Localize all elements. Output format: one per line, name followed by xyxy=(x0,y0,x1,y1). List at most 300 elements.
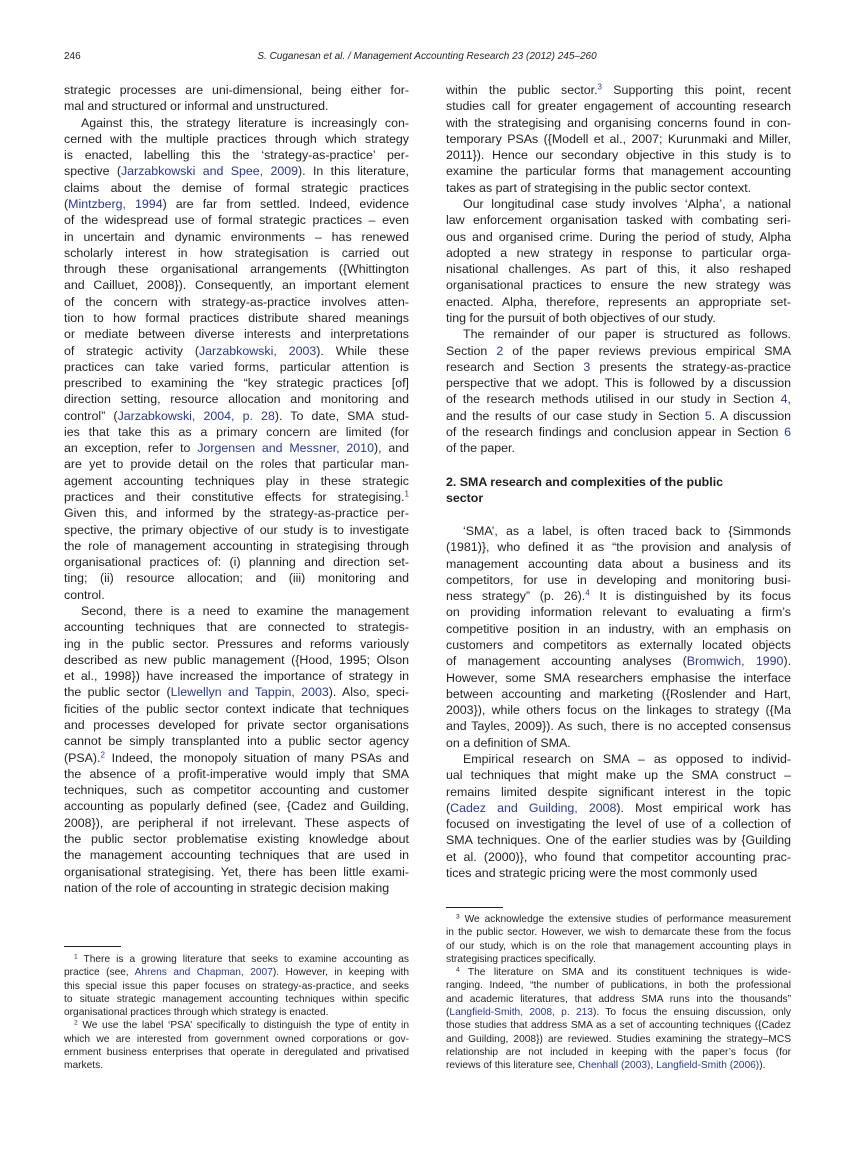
text-line xyxy=(446,670,791,686)
footnote-divider xyxy=(446,907,503,908)
text-run: is enacted, labelling this the ‘strategy-as-practice’ per- xyxy=(64,148,409,163)
text-line xyxy=(64,636,409,652)
text-line xyxy=(446,621,791,637)
citation-link[interactable]: 5 xyxy=(704,408,712,423)
text-run: of the widespread use of formal strategic practices – even xyxy=(64,213,409,228)
text-line xyxy=(64,684,409,700)
text-run: are yet to provide detail on the roles that particular man- xyxy=(64,457,409,472)
text-line xyxy=(446,115,791,131)
text-run: SMA techniques. One of the earlier studies was by {Guilding xyxy=(446,833,791,848)
text-run: examine the particular forms that management accounting xyxy=(446,164,791,179)
text-run: . A discussion xyxy=(711,408,791,423)
text-run: or mediate between diverse interests and interpretations xyxy=(64,327,409,342)
text-run: competitors, for use in developing and monitoring busi- xyxy=(446,572,791,587)
section-heading xyxy=(446,474,791,507)
text-line xyxy=(64,245,409,261)
text-line xyxy=(446,718,791,734)
text-run: of strategic activity ( xyxy=(64,343,199,358)
text-run: of management accounting analyses ( xyxy=(446,654,687,669)
text-run: on a definition of SMA. xyxy=(446,735,571,750)
text-run: However, some SMA researchers emphasise the interface xyxy=(446,670,791,685)
text-line xyxy=(64,522,409,538)
text-line xyxy=(64,229,409,245)
text-line xyxy=(64,1019,409,1032)
text-run: Given this, and informed by the strategy-as-practice per- xyxy=(64,506,409,521)
text-line xyxy=(446,1059,791,1072)
text-run: tion to how formal practices distribute shared meanings xyxy=(64,310,409,325)
text-run: ). xyxy=(759,1060,766,1072)
text-line xyxy=(446,1019,791,1032)
text-run: The remainder of our paper is structured as follows. xyxy=(463,327,791,342)
text-line xyxy=(446,310,791,326)
text-line xyxy=(446,523,791,539)
text-run: the public sector problematise existing knowledge about xyxy=(64,831,409,846)
text-line xyxy=(64,733,409,749)
text-run: ). To date, SMA stud- xyxy=(274,408,409,423)
text-line xyxy=(446,926,791,939)
text-run: direction setting, resource allocation and monitoring and xyxy=(64,392,409,407)
text-run: Empirical research on SMA – as opposed to individ- xyxy=(463,751,791,766)
text-line xyxy=(64,98,409,114)
text-run: markets. xyxy=(64,1060,104,1072)
text-line xyxy=(446,326,791,342)
text-run: accounting techniques that are connected to strategis- xyxy=(64,620,409,635)
text-run: adopted a new strategy in response to particular orga- xyxy=(446,245,791,260)
text-line xyxy=(446,180,791,196)
text-run: prescribed to examining the “key strategic practices [of] xyxy=(64,376,409,391)
text-line xyxy=(64,880,409,896)
text-line xyxy=(64,408,409,424)
text-line xyxy=(446,767,791,783)
footnote-marker[interactable]: 2 xyxy=(100,750,105,760)
text-line xyxy=(64,953,409,966)
text-line xyxy=(64,798,409,814)
text-run: strategic processes are uni-dimensional, being either for- xyxy=(64,83,409,97)
text-line xyxy=(64,440,409,456)
footnote-marker[interactable]: 2 xyxy=(74,1019,78,1027)
text-line xyxy=(446,539,791,555)
text-run: ). Most empirical work has xyxy=(616,800,791,815)
section-heading-line: 2. SMA research and complexities of the public xyxy=(446,475,724,489)
citation-link[interactable]: 2 xyxy=(496,343,504,358)
text-line xyxy=(64,82,409,98)
text-line xyxy=(64,212,409,228)
text-run: organisational strategising. Yet, there has been little exami- xyxy=(64,864,409,879)
text-run: (PSA). xyxy=(64,750,101,765)
text-line xyxy=(64,864,409,880)
text-run: spective ( xyxy=(64,164,121,179)
text-line xyxy=(446,865,791,881)
text-run: We acknowledge the extensive studies of performance measurement xyxy=(459,914,791,925)
text-line xyxy=(64,815,409,831)
text-line xyxy=(446,375,791,391)
text-run: practices can take varied forms, particular attention is xyxy=(64,359,409,374)
text-run: of our study, which is on the role that management accounting plays in xyxy=(446,940,791,952)
text-line xyxy=(64,261,409,277)
text-line xyxy=(64,766,409,782)
text-line xyxy=(446,359,791,375)
text-run: ). While these xyxy=(316,343,409,358)
text-line xyxy=(446,588,791,604)
text-run: 2003}), while others focus on the linkages to strategy ({Ma xyxy=(446,703,791,718)
text-line xyxy=(64,277,409,293)
text-line xyxy=(446,702,791,718)
text-line xyxy=(64,375,409,391)
text-run: ‘SMA’, as a label, is often traced back to {Simmonds xyxy=(463,524,791,538)
text-run: There is a growing literature that seeks to examine accounting as xyxy=(77,954,409,965)
citation-link[interactable]: Jarzabkowski and Spee, 2009 xyxy=(120,164,299,179)
text-run: cerned with the multiple practices through which strategy xyxy=(64,131,409,146)
text-run: and the results of our case study in Section xyxy=(446,408,705,423)
text-run: to situate strategic management accounting techniques within specific xyxy=(64,993,409,1005)
text-run: the absence of a profit-imperative would imply that SMA xyxy=(64,766,409,781)
text-run: nisational challenges. As part of this, it also reshaped xyxy=(446,262,791,277)
text-run: which we are interested from government owned corporations or gov- xyxy=(64,1033,409,1045)
text-line xyxy=(446,131,791,147)
text-run: organisational practices through which strategy is enacted. xyxy=(64,1007,329,1019)
text-line xyxy=(446,229,791,245)
text-run: temporary PSAs ({Modell et al., 2007; Kurunmaki and Miller, xyxy=(446,131,791,146)
text-run: through these organisational arrangements ({Whittington xyxy=(64,262,409,277)
text-run: ). In this literature, xyxy=(298,164,409,179)
text-run: claims about the demise of formal strategic practices xyxy=(64,180,409,195)
text-line xyxy=(64,966,409,979)
text-line xyxy=(446,572,791,588)
text-line xyxy=(64,1006,409,1019)
text-run: relationship are not included in keeping with the paper’s focus (for xyxy=(446,1046,791,1058)
text-run: control” ( xyxy=(64,408,118,423)
text-line xyxy=(446,294,791,310)
text-run: in uncertain and dynamic environments – has renewed xyxy=(64,229,409,244)
text-run: law enforcement organisation tasked with combating seri- xyxy=(446,213,791,228)
text-line xyxy=(64,847,409,863)
text-line xyxy=(64,343,409,359)
text-run: this special issue this paper focuses on strategy-as-practice, and seeks xyxy=(64,980,409,992)
text-line xyxy=(446,637,791,653)
text-run: takes as part of strategising in the public sector context. xyxy=(446,180,752,195)
text-line xyxy=(446,1046,791,1059)
text-line xyxy=(446,751,791,767)
text-line xyxy=(446,98,791,114)
text-run: tices and strategic pricing were the most commonly used xyxy=(446,865,758,880)
text-run: ous and organised crime. During the period of study, Alpha xyxy=(446,229,791,244)
text-run: ing in the public sector. Pressures and reforms variously xyxy=(64,636,409,651)
text-line xyxy=(64,652,409,668)
text-run: et al. (2000)}, who found that competitor accounting prac- xyxy=(446,849,791,864)
footnote-divider xyxy=(64,946,121,947)
citation-link[interactable]: Langfield-Smith, 2008, p. 213 xyxy=(449,1007,593,1019)
text-line xyxy=(446,940,791,953)
text-run: competitive position in an industry, with an emphasis on xyxy=(446,621,791,636)
text-line xyxy=(446,653,791,669)
citation-link[interactable]: Jarzabkowski, 2003 xyxy=(198,343,317,358)
text-run: focused on investigating the level of use of a collection of xyxy=(446,817,791,832)
text-line xyxy=(446,424,791,440)
text-run: Against this, the strategy literature is increasingly con- xyxy=(81,115,409,130)
paragraph xyxy=(446,196,791,326)
text-run: Supporting this point, recent xyxy=(602,83,791,97)
footnote-marker[interactable]: 4 xyxy=(585,588,590,598)
citation-link[interactable]: Llewellyn and Tappin, 2003 xyxy=(170,685,329,700)
text-run: practice (see, xyxy=(64,967,135,979)
text-run: nation of the role of accounting in strategic decision making xyxy=(64,880,390,895)
text-line xyxy=(64,424,409,440)
text-run: on providing information relevant to evaluating a firm’s xyxy=(446,605,791,620)
text-run: mal and structured or informal and unstructured. xyxy=(64,99,329,114)
text-line xyxy=(64,750,409,766)
footnote-marker[interactable]: 3 xyxy=(456,913,460,921)
text-line xyxy=(64,196,409,212)
section-heading-line: sector xyxy=(446,491,484,506)
text-run: of the research findings and conclusion appear in Section xyxy=(446,424,785,439)
text-run: We use the label ‘PSA’ specifically to distinguish the type of entity in xyxy=(77,1020,409,1032)
text-line xyxy=(64,619,409,635)
text-line xyxy=(446,800,791,816)
text-run: (1981)}, who defined it as “the provision and analysis of xyxy=(446,540,791,555)
text-run: The literature on SMA and its constituent techniques is wide- xyxy=(459,967,791,979)
text-line xyxy=(446,391,791,407)
text-line xyxy=(446,849,791,865)
text-run: 2008}), are peripheral if not irrelevant. These aspects of xyxy=(64,815,409,830)
text-run: ). Also, speci- xyxy=(328,685,409,700)
paragraph xyxy=(446,326,791,456)
text-line xyxy=(64,980,409,993)
footnote-marker[interactable]: 3 xyxy=(597,82,603,92)
text-line xyxy=(446,261,791,277)
text-run: those studies that address SMA as a set of accounting techniques ({Cadez xyxy=(446,1020,791,1032)
text-line xyxy=(446,343,791,359)
text-run: customers and competitors as externally located objects xyxy=(446,637,791,652)
text-run: organisational practices to ensure the new strategy was xyxy=(446,278,791,293)
text-run: the role of management accounting in strategising through xyxy=(64,538,409,553)
text-line xyxy=(64,570,409,586)
paragraph xyxy=(64,953,409,1019)
text-line xyxy=(64,473,409,489)
text-line xyxy=(64,717,409,733)
citation-link[interactable]: Jarzabkowski, 2004, p. 28 xyxy=(117,408,275,423)
text-run: ). xyxy=(783,654,791,669)
text-run: within the public sector. xyxy=(446,83,598,97)
text-run: strategising practices specifically. xyxy=(446,953,596,965)
text-run: research and Section xyxy=(446,359,584,374)
text-line xyxy=(446,212,791,228)
text-run: control. xyxy=(64,587,105,602)
paragraph xyxy=(446,913,791,966)
text-run: ( xyxy=(446,1007,450,1019)
text-line xyxy=(64,668,409,684)
text-line xyxy=(446,686,791,702)
text-run: 2011}). Hence our secondary objective in this study is to xyxy=(446,148,791,163)
text-line xyxy=(446,953,791,966)
text-run: of the concern with strategy-as-practice involves atten- xyxy=(64,294,409,309)
text-line xyxy=(446,147,791,163)
text-run: perspective that we adopt. This is followed by a discussion xyxy=(446,376,791,391)
text-line xyxy=(64,554,409,570)
text-run: ficities of the public sector context indicate that techniques xyxy=(64,701,409,716)
text-line xyxy=(64,391,409,407)
text-run: Second, there is a need to examine the management xyxy=(81,604,409,618)
text-run: the management accounting techniques that are used in xyxy=(64,848,409,863)
text-line xyxy=(64,1033,409,1046)
text-line xyxy=(446,832,791,848)
text-line xyxy=(446,82,791,98)
text-run: Our longitudinal case study involves ‘Alpha’, a national xyxy=(463,196,791,211)
text-run: , xyxy=(650,1060,657,1072)
text-run: practices and their constitutive effects for strategising. xyxy=(64,490,405,505)
citation-link[interactable]: Jorgensen and Messner, 2010 xyxy=(197,441,374,456)
page-number: 246 xyxy=(64,51,81,62)
text-run: Indeed, the monopoly situation of many PSAs and xyxy=(104,750,409,765)
text-line xyxy=(446,735,791,751)
text-line xyxy=(446,163,791,179)
text-run: the public sector ( xyxy=(64,685,171,700)
text-line xyxy=(64,782,409,798)
text-run: ting; (ii) resource allocation; and (iii) monitoring and xyxy=(64,571,409,586)
text-line xyxy=(64,131,409,147)
text-line xyxy=(64,456,409,472)
right-column-section xyxy=(446,523,791,881)
text-line xyxy=(446,979,791,992)
text-line xyxy=(64,489,409,505)
text-line xyxy=(64,505,409,521)
footnote-marker[interactable]: 1 xyxy=(74,953,78,961)
text-run: of the paper reviews previous empirical SMA xyxy=(503,343,791,358)
paragraph xyxy=(446,523,791,751)
text-run: ( xyxy=(446,800,451,815)
text-line xyxy=(64,831,409,847)
text-line xyxy=(446,1006,791,1019)
text-run: and processes developed for private sector organisations xyxy=(64,717,409,732)
citation-link[interactable]: 6 xyxy=(784,424,791,439)
text-run: and Guilding, 2008}) are reviewed. Studies examining the strategy–MCS xyxy=(446,1033,791,1045)
text-line xyxy=(64,359,409,375)
text-line xyxy=(446,993,791,1006)
text-line xyxy=(446,556,791,572)
text-line xyxy=(446,440,791,456)
footnotes-right xyxy=(446,913,791,1073)
text-line xyxy=(446,277,791,293)
text-run: studies call for greater engagement of accounting research xyxy=(446,99,791,114)
text-run: It is distinguished by its focus xyxy=(589,589,791,604)
text-line xyxy=(64,180,409,196)
right-column-top xyxy=(446,82,791,456)
text-line xyxy=(64,294,409,310)
text-run: ness strategy” (p. 26). xyxy=(446,589,586,604)
paragraph xyxy=(446,966,791,1072)
citation-link[interactable]: Cadez and Guilding, 2008 xyxy=(450,800,617,815)
paragraph xyxy=(446,82,791,196)
text-run: management accounting data about a business and its xyxy=(446,556,791,571)
text-line xyxy=(446,816,791,832)
text-line xyxy=(64,587,409,603)
text-run: ). However, in keeping with xyxy=(272,967,409,979)
text-line xyxy=(446,196,791,212)
text-line xyxy=(446,604,791,620)
citation-link[interactable]: 3 xyxy=(583,359,591,374)
text-line xyxy=(446,784,791,800)
text-line xyxy=(64,147,409,163)
text-run: ual techniques that might make up the SMA construct – xyxy=(446,768,791,783)
text-run: of the paper. xyxy=(446,441,515,456)
text-run: , xyxy=(787,392,791,407)
text-run: ) are far from settled. Indeed, evidence xyxy=(162,196,409,211)
text-run: agement accounting techniques play in these strategic xyxy=(64,473,409,488)
text-run: Section xyxy=(446,343,497,358)
text-line xyxy=(64,163,409,179)
paragraph xyxy=(64,603,409,896)
text-run: ). To focus the ensuing discussion, only xyxy=(592,1007,791,1019)
text-run: and academic literatures, that address SMA runs into the thousands” xyxy=(446,993,791,1005)
text-run: and Cailluet, 2008}). Consequently, an important element xyxy=(64,278,409,293)
text-run: remains limited despite significant interest in the topic xyxy=(446,784,791,799)
text-line xyxy=(446,913,791,926)
text-run: and Tayles, 2009}). As such, there is no accepted consensus xyxy=(446,719,791,734)
text-run: ranging. Indeed, “the number of publications, in both the professional xyxy=(446,980,791,992)
footnote-marker[interactable]: 4 xyxy=(456,966,460,974)
text-run: scholarly interest in how strategisation is carried out xyxy=(64,245,409,260)
citation-link[interactable]: Bromwich, 1990 xyxy=(686,654,784,669)
citation-link[interactable]: Langfield-Smith (2006) xyxy=(656,1060,760,1072)
citation-link[interactable]: Ahrens and Chapman, 2007 xyxy=(134,967,273,979)
text-line xyxy=(64,326,409,342)
text-line xyxy=(64,115,409,131)
text-run: between accounting and marketing ({Roslender and Hart, xyxy=(446,686,791,701)
text-run: ( xyxy=(64,196,69,211)
text-run: accounting as popularly defined (see, {Cadez and Guilding, xyxy=(64,799,409,814)
footnote-marker[interactable]: 1 xyxy=(404,489,409,499)
text-line xyxy=(64,993,409,1006)
text-run: techniques, such as competitor accounting and customer xyxy=(64,783,409,798)
text-run: ), and xyxy=(373,441,409,456)
text-run: reviews of this literature see, xyxy=(446,1060,578,1072)
text-run: enacted. Alpha, therefore, represents an appropriate set- xyxy=(446,294,791,309)
citation-link[interactable]: Mintzberg, 1994 xyxy=(68,196,163,211)
text-line xyxy=(64,538,409,554)
text-run: organisational practices of: (i) planning and direction set- xyxy=(64,555,409,570)
text-line xyxy=(64,1046,409,1059)
text-run: described as new public management ({Hood, 1995; Olson xyxy=(64,652,409,667)
text-run: ies that take this as a primary concern are limited (for xyxy=(64,424,409,439)
text-line xyxy=(446,966,791,979)
text-run: et al., 1998}) have increased the importance of strategy in xyxy=(64,669,409,684)
citation-link[interactable]: 4 xyxy=(780,392,788,407)
text-line xyxy=(446,408,791,424)
running-header: S. Cuganesan et al. / Management Accounting Research 23 (2012) 245–260 xyxy=(257,51,597,62)
text-run: an exception, refer to xyxy=(64,441,198,456)
paragraph xyxy=(64,1019,409,1072)
text-line xyxy=(64,701,409,717)
text-run: presents the strategy-as-practice xyxy=(590,359,791,374)
text-run: ting for the pursuit of both objectives of our study. xyxy=(446,310,716,325)
footnotes-left xyxy=(64,953,409,1073)
text-run: cannot be simply transplanted into a public sector agency xyxy=(64,734,409,749)
text-line xyxy=(64,310,409,326)
text-run: spective, the primary objective of our study is to investigate xyxy=(64,522,409,537)
text-run: with the strategising and organising concerns found in con- xyxy=(446,115,791,130)
citation-link[interactable]: Chenhall (2003) xyxy=(577,1060,651,1072)
paragraph xyxy=(64,115,409,603)
text-line xyxy=(446,1033,791,1046)
text-line xyxy=(446,245,791,261)
paragraph xyxy=(64,82,409,115)
left-column xyxy=(64,82,409,896)
text-line xyxy=(64,603,409,619)
paragraph xyxy=(446,751,791,881)
text-run: of the research methods utilised in our study in Section xyxy=(446,392,781,407)
text-run: ernment business enterprises that operate in deregulated and privatised xyxy=(64,1047,409,1059)
text-line xyxy=(64,1059,409,1072)
text-run: in the public sector. However, we wish to demarcate these from the focus xyxy=(446,927,791,939)
